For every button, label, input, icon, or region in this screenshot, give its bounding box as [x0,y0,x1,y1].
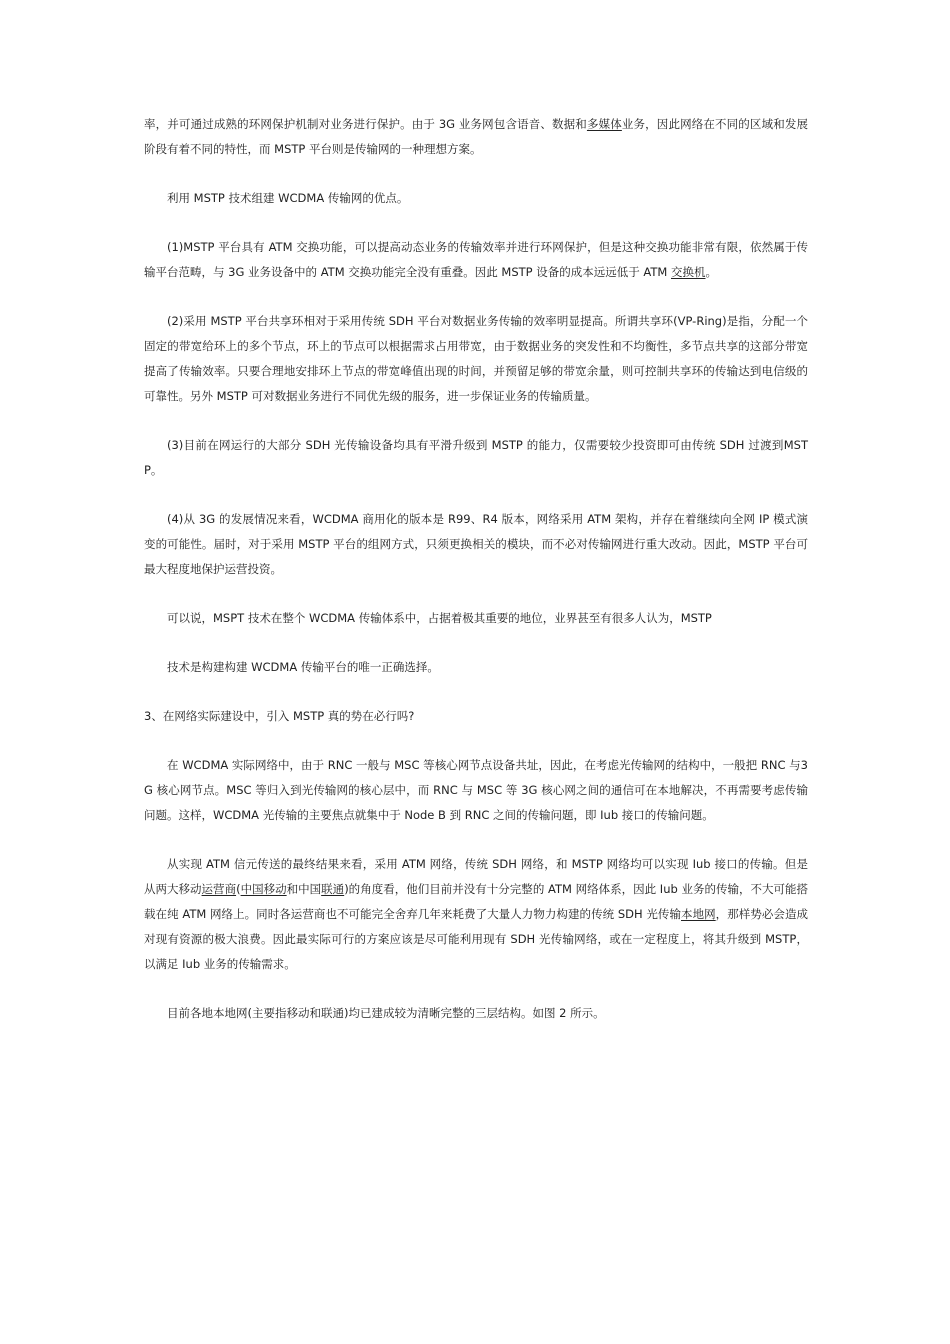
paragraph-text: ，那样势必会造成对现有资源的极大浪费。因此最实际可行的方案应该是尽可能利用现有 SDH 光传输网络，或在一定程度上，将其升级到 MSTP，以满足 Iub 业务的传输需求。 [144,907,809,971]
paragraph [144,235,808,285]
paragraph-text: (2)采用 MSTP 平台共享环相对于采用传统 SDH 平台对数据业务传输的效率明显提高。所谓共享环(VP-Ring)是指，分配一个固定的带宽给环上的多个节点，环上的节点可以根据需求占用带宽，由于数据业务的突发性和不均衡性，多节点共享的这部分带宽提高了传输效率。只要合理地安排环上节点的带宽峰值出现的时间，并预留足够的带宽余量，则可控制共享环的传输达到电信级的可靠性。另外 MSTP 可对数据业务进行不同优先级的服务，进一步保证业务的传输质量。 [144,314,808,403]
paragraph-text: 。 [705,265,717,279]
paragraph [144,704,808,729]
paragraph-text: 可以说，MSPT 技术在整个 WCDMA 传输体系中，占据着极其重要的地位，业界甚至有很多人认为，MSTP [167,611,712,625]
paragraph [144,309,808,409]
paragraph [144,433,808,483]
paragraph [144,852,808,977]
inline-link[interactable]: 联通 [321,882,345,896]
paragraph-text: 率，并可通过成熟的环网保护机制对业务进行保护。由于 3G 业务网包含语音、数据和 [144,117,587,131]
paragraph-text: (1)MSTP 平台具有 ATM 交换功能，可以提高动态业务的传输效率并进行环网保护，但是这种交换功能非常有限，依然属于传输平台范畴，与 3G 业务设备中的 ATM 交换功能完全没有重叠。因此 MSTP 设备的成本远远低于 ATM [144,240,808,279]
paragraph [144,753,808,828]
paragraph [144,112,808,162]
paragraph-text: (4)从 3G 的发展情况来看，WCDMA 商用化的版本是 R99、R4 版本，网络采用 ATM 架构，并存在着继续向全网 IP 模式演变的可能性。届时，对于采用 MSTP 平台的组网方式，只须更换相关的模块，而不必对传输网进行重大改动。因此，MSTP 平台可最大程度地保护运营投资。 [144,512,808,576]
inline-link[interactable]: 多媒体 [586,117,622,131]
paragraph [144,606,808,631]
paragraph [144,507,808,582]
paragraph-text: 技术是构建构建 WCDMA 传输平台的唯一正确选择。 [167,660,439,674]
paragraph-text: )的角度看，他们目前并没有十分完整的 ATM 网络体系，因此 Iub 业务的传输，不大可能搭载在纯 ATM 网络上。同时各运营商也不可能完全舍弃几年来耗费了大量人力物力构建的传统 SDH 光传输 [144,882,809,921]
inline-link[interactable]: 运营商 [201,882,237,896]
paragraph [144,186,808,211]
paragraph-text: (3)目前在网运行的大部分 SDH 光传输设备均具有平滑升级到 MSTP 的能力，仅需要较少投资即可由传统 SDH 过渡到MSTP。 [144,438,808,477]
paragraph-text: 和中国 [286,882,322,896]
paragraph-text: 业务，因此网络在不同的区域和发展阶段有着不同的特性，而 MSTP 平台则是传输网的一种理想方案。 [144,117,809,156]
paragraph-text: 利用 MSTP 技术组建 WCDMA 传输网的优点。 [167,191,409,205]
paragraph-text: 在 WCDMA 实际网络中，由于 RNC 一般与 MSC 等核心网节点设备共址，因此，在考虑光传输网的结构中，一般把 RNC 与3G 核心网节点。MSC 等归入到光传输网的核心层中，而 RNC 与 MSC 等 3G 核心网之间的通信可在本地解决，不再需要考虑传输问题。这样，WCDMA 光传输的主要焦点就集中于 Node B 到 RNC 之间的传输问题，即 Iub 接口的传输问题。 [144,758,808,822]
paragraph [144,1001,808,1026]
inline-link[interactable]: 中国移动 [240,882,287,896]
paragraph-text: ( [236,882,241,896]
document-body [144,112,808,1050]
inline-link[interactable]: 交换机 [671,265,706,279]
inline-link[interactable]: 本地网 [681,907,716,921]
paragraph-text: 3、在网络实际建设中，引入 MSTP 真的势在必行吗? [144,709,415,723]
paragraph-text: 从实现 ATM 信元传送的最终结果来看，采用 ATM 网络，传统 SDH 网络，和 MSTP 网络均可以实现 Iub 接口的传输。但是从两大移动 [144,857,808,896]
paragraph-text: 目前各地本地网(主要指移动和联通)均已建成较为清晰完整的三层结构。如图 2 所示。 [167,1006,605,1020]
paragraph [144,655,808,680]
